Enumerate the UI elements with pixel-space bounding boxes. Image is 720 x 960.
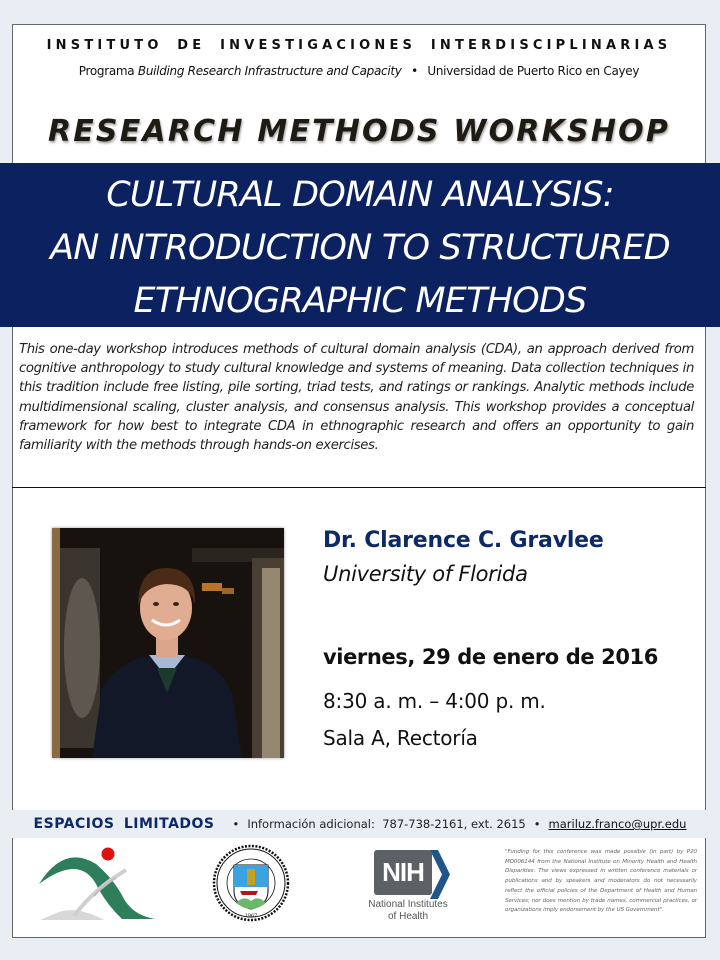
nih-logo	[368, 848, 452, 924]
title-band	[0, 163, 720, 327]
event-location: Sala A, Rectoría	[323, 726, 478, 750]
contact-phone: 787-738-2161, ext. 2615	[382, 817, 526, 831]
title-line-3: ETHNOGRAPHIC METHODS	[133, 281, 587, 321]
nih-label	[364, 899, 452, 923]
limited-spaces-label: ESPACIOS LIMITADOS	[33, 816, 215, 832]
nih-label-line-2: of Health	[387, 911, 429, 922]
speaker-photo-icon	[52, 528, 284, 758]
iii-logo-icon	[34, 844, 159, 924]
program-line	[12, 64, 706, 78]
separator-bullet: •	[232, 817, 240, 831]
university-name: Universidad de Puerto Rico en Cayey	[427, 64, 640, 78]
section-divider	[12, 487, 706, 488]
nih-mark: NIH	[374, 850, 432, 895]
upr-cayey-seal-icon	[212, 843, 290, 923]
flyer-frame	[12, 24, 706, 938]
title-line-2: AN INTRODUCTION TO STRUCTURED	[50, 228, 670, 268]
separator-bullet: •	[533, 817, 541, 831]
info-label: Información adicional:	[247, 817, 375, 831]
speaker-affiliation: University of Florida	[323, 562, 528, 586]
event-time: 8:30 a. m. – 4:00 p. m.	[323, 689, 546, 713]
nih-label-line-1: National Institutes	[368, 899, 448, 910]
contact-email-link[interactable]: mariluz.franco@upr.edu	[548, 817, 687, 831]
nih-chevron-icon	[430, 850, 450, 899]
title-line-1: CULTURAL DOMAIN ANALYSIS:	[106, 175, 614, 215]
program-name: Building Research Infrastructure and Capacity	[137, 64, 402, 78]
workshop-series-title: RESEARCH METHODS WORKSHOP	[47, 114, 671, 149]
program-prefix: Programa	[78, 64, 135, 78]
institute-name: INSTITUTO DE INVESTIGACIONES INTERDISCIPLINARIAS	[46, 38, 672, 53]
separator-bullet: •	[411, 64, 418, 78]
contact-bar	[0, 810, 720, 838]
workshop-description: This one-day workshop introduces methods of cultural domain analysis (CDA), an approach derived from cognitive anthropology to study cultural knowledge and systems of meaning. Data collection techniques in this tradition include free listing, pile sorting, triad tests, and ratings or rankings. Analytic methods include multidimensional scaling, cluster analysis, and consensus analysis. This workshop provides a conceptual framework for how best to integrate CDA in ethnographic research and offers an opportunity to gain familiarity with the methods through hands-on exercises.	[19, 342, 694, 454]
event-date: viernes, 29 de enero de 2016	[323, 645, 658, 669]
seal-year: 1967	[244, 913, 258, 919]
funding-disclaimer: "Funding for this conference was made possible (in part) by P20 MD006144 from the National Institute on Minority Health and Health Disparities. The views expressed in written conference materials or publications and by speakers and moderators do not necessarily reflect the official policies of the Department of Health and Human Services; nor does mention by trade names, commercial practices, or organizations imply endorsement by the US Government".	[505, 849, 697, 914]
speaker-name: Dr. Clarence C. Gravlee	[323, 528, 604, 553]
speaker-photo	[52, 528, 284, 758]
